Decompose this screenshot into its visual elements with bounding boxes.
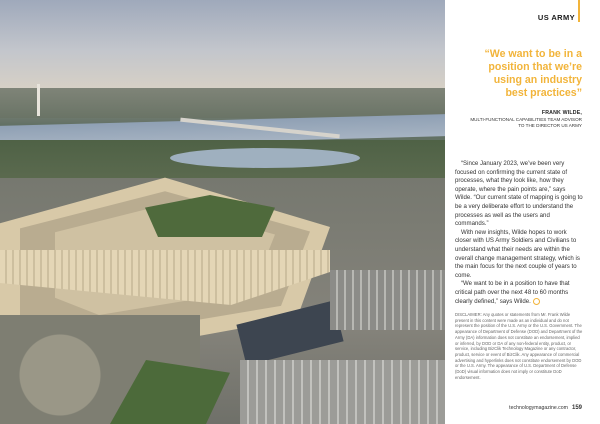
body-paragraph: With new insights, Wilde hopes to work closer with US Army Soldiers and Civilians to understand what their needs are within the overall change management strategy, which is the main focus for the next couple of years to come. [455,228,580,279]
body-paragraph-text: “We want to be in a position to have that critical path over the next 48 to 60 months clearly defined,” says Wilde. [455,280,570,305]
disclaimer: DISCLAIMER: Any quotes or statements from Mr. Frank Wilde present in this content were made as an individual and do not represent the position of the U.S. Army or the U.S. Government. The appearance of Department of Defense (DOD) and Department of the Army (DA) information does not constitute an endorsement, implied or inferred, by DOD or DA of any non-federal entity, product, or service, including BizClik Technology Magazine or any contractor, product, service or event of BizClik. Any appearance of commercial advertising and hyperlinks does not constitute endorsement by DOD or the U.S. Army. The appearance of U.S. Department of Defense (DoD) visual information does not imply or constitute DoD endorsement. [455,312,583,380]
attribution-name: FRANK WILDE, [541,110,582,116]
body-paragraph: “Since January 2023, we’ve been very focused on confirming the current state of processes, what they look like, how they operate, where the pain points are,” says Wilde. “Our current state of mapping is going to be a very deliberate effort to understand the processes as well as the users and commands.” [455,160,583,228]
accent-bar [578,0,580,22]
photo-lower-parking-lot [240,360,445,424]
pull-quote: “We want to be in a position that we’re using an industry best practices” [484,48,582,99]
article-body [455,160,583,306]
quote-attribution [470,110,582,129]
page-number: 159 [571,405,582,411]
photo-washington-monument [37,84,40,116]
section-label: US ARMY [537,13,575,22]
photo-city-skyline [0,88,445,118]
photo-parking-lot [330,270,445,330]
photo-sky [0,0,445,92]
page-footer [470,405,582,411]
photo-lagoon [170,148,360,168]
body-paragraph-last [455,280,583,306]
end-mark-icon [533,298,540,305]
footer-site: technologymagazine.com [509,405,568,411]
attribution-role: MULTI-FUNCTIONAL CAPABILITIES TEAM ADVISOR TO THE DIRECTOR US ARMY [470,117,582,128]
